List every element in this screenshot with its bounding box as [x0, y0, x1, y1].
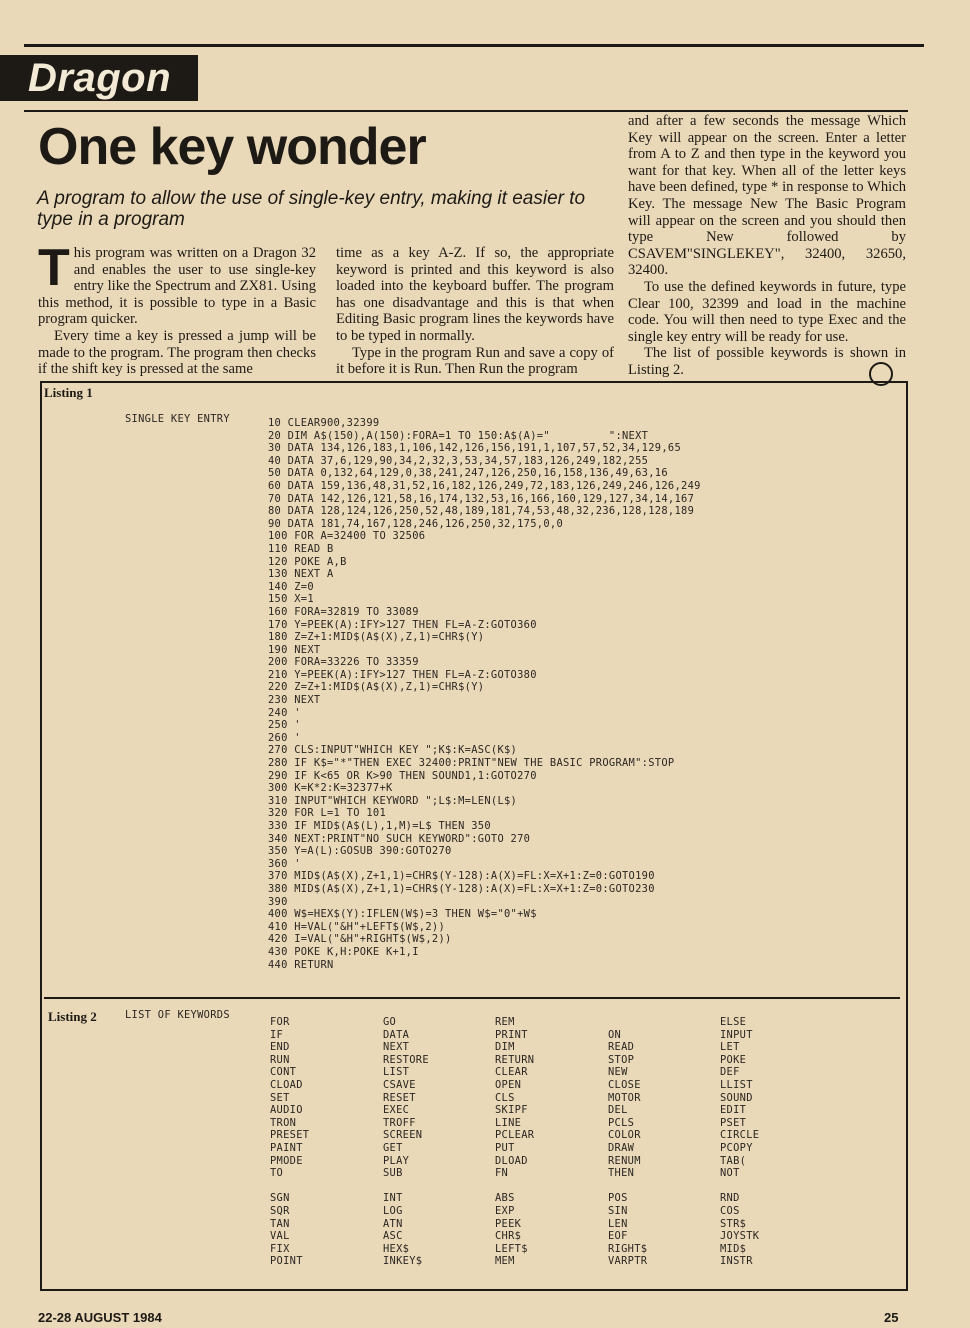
code-line: 360 '	[268, 857, 301, 870]
keyword: PEEK	[495, 1217, 522, 1230]
keyword: RUN	[270, 1053, 290, 1066]
keyword: PSET	[720, 1116, 747, 1129]
keyword: HEX$	[383, 1242, 410, 1255]
code-line: 340 NEXT:PRINT"NO SUCH KEYWORD":GOTO 270	[268, 832, 531, 845]
keyword: INPUT	[720, 1028, 753, 1041]
standfirst: A program to allow the use of single-key entry, making it easier to type in a program	[37, 188, 586, 230]
keyword: SKIPF	[495, 1104, 528, 1117]
keyword: TO	[270, 1167, 284, 1180]
keyword: VAL	[270, 1230, 290, 1243]
keyword: TAN	[270, 1217, 290, 1230]
keyword: STR$	[720, 1217, 747, 1230]
keyword: THEN	[608, 1167, 635, 1180]
code-line: 30 DATA 134,126,183,1,106,142,126,156,191,1,107,57,52,34,129,65	[268, 442, 682, 455]
keyword: SOUND	[720, 1091, 753, 1104]
keyword: CIRCLE	[720, 1129, 760, 1142]
keyword: LET	[720, 1041, 740, 1054]
keyword: SCREEN	[383, 1129, 423, 1142]
keyword: LINE	[495, 1116, 522, 1129]
keyword: CLS	[495, 1091, 515, 1104]
paragraph-3-continued: and after a few seconds the message Which Key will appear on the screen. Enter a letter from A to Z and then type in the keyword you want for that key. When all of the letter keys have been defined, type * in response to Which Key. The message New The Basic Program will appear on the screen and you should then type New followed by CSAVEM"SINGLEKEY", 32400, 32650, 32400.	[628, 113, 906, 279]
keyword: PRESET	[270, 1129, 310, 1142]
article-title: One key wonder	[38, 118, 426, 176]
code-line: 90 DATA 181,74,167,128,246,126,250,32,175,0,0	[268, 517, 564, 530]
keyword: POKE	[720, 1053, 747, 1066]
keyword: EXP	[495, 1204, 515, 1217]
code-line: 160 FORA=32819 TO 33089	[268, 605, 419, 618]
keyword: OPEN	[495, 1078, 522, 1091]
keyword-column	[608, 1016, 647, 1268]
listing-2-title: LIST OF KEYWORDS	[125, 1009, 230, 1021]
keyword: LIST	[383, 1066, 410, 1079]
keyword: EDIT	[720, 1104, 747, 1117]
code-line: 220 Z=Z+1:MID$(A$(X),Z,1)=CHR$(Y)	[268, 681, 485, 694]
keyword: COS	[720, 1204, 740, 1217]
code-line: 100 FOR A=32400 TO 32506	[268, 530, 426, 543]
listing-2-label: Listing 2	[48, 1009, 97, 1024]
keyword: TAB(	[720, 1154, 747, 1167]
keyword: GO	[383, 1016, 397, 1028]
keyword-column	[495, 1016, 534, 1268]
keyword: DEF	[720, 1066, 740, 1079]
keyword: IF	[270, 1028, 284, 1041]
listing-1-code	[268, 417, 701, 971]
keyword: ATN	[383, 1217, 403, 1230]
code-line: 280 IF K$="*"THEN EXEC 32400:PRINT"NEW THE BASIC PROGRAM":STOP	[268, 757, 675, 770]
keyword: FN	[495, 1167, 509, 1180]
code-line: 190 NEXT	[268, 643, 321, 656]
keyword: NOT	[720, 1167, 740, 1180]
keyword: POINT	[270, 1255, 303, 1268]
code-line: 60 DATA 159,136,48,31,52,16,182,126,249,72,183,126,249,246,126,249	[268, 479, 701, 492]
keyword-column	[383, 1016, 429, 1268]
paragraph-4: To use the defined keywords in future, type Clear 100, 32399 and load in the machine code. You will then need to type Exec and the single key entry will be ready for use.	[628, 278, 906, 345]
code-line: 270 CLS:INPUT"WHICH KEY ";K$:K=ASC(K$)	[268, 744, 518, 757]
code-line: 50 DATA 0,132,64,129,0,38,241,247,126,250,16,158,136,49,63,16	[268, 467, 668, 480]
keyword: COLOR	[608, 1129, 641, 1142]
code-line: 440 RETURN	[268, 958, 334, 971]
keyword: PCLEAR	[495, 1129, 535, 1142]
keyword: DRAW	[608, 1141, 635, 1154]
keyword: READ	[608, 1041, 635, 1054]
keyword	[608, 1016, 647, 1029]
code-line: 330 IF MID$(A$(L),1,M)=L$ THEN 350	[268, 820, 491, 832]
code-line: 10 CLEAR900,32399	[268, 417, 380, 429]
listing-divider	[44, 997, 900, 999]
keyword: CLEAR	[495, 1066, 528, 1079]
keyword: GET	[383, 1141, 403, 1154]
section-tag: Dragon	[0, 55, 198, 101]
code-line: 320 FOR L=1 TO 101	[268, 807, 387, 820]
keyword: DATA	[383, 1028, 410, 1041]
keyword: PRINT	[495, 1028, 528, 1041]
keyword: PUT	[495, 1141, 515, 1154]
keyword: AUDIO	[270, 1104, 303, 1117]
paragraph-2: Every time a key is pressed a jump will be made to the program. The program then checks if the shift key is pressed at the same	[38, 327, 316, 378]
code-line: 200 FORA=33226 TO 33359	[268, 656, 419, 669]
keyword: POS	[608, 1192, 628, 1205]
keyword: INKEY$	[383, 1255, 423, 1268]
keyword: SQR	[270, 1204, 290, 1217]
keyword: ON	[608, 1028, 622, 1041]
keyword: PAINT	[270, 1141, 303, 1154]
listing-1-label: Listing 1	[44, 385, 93, 400]
keyword	[720, 1180, 759, 1193]
keyword: CLOAD	[270, 1078, 303, 1091]
keyword: CLOSE	[608, 1078, 641, 1091]
keyword: MEM	[495, 1255, 515, 1268]
code-line: 170 Y=PEEK(A):IFY>127 THEN FL=A-Z:GOTO360	[268, 618, 537, 631]
code-line: 140 Z=0	[268, 580, 314, 593]
keyword-column	[270, 1016, 309, 1268]
keyword: MID$	[720, 1242, 747, 1255]
keyword: CONT	[270, 1066, 297, 1079]
code-line: 310 INPUT"WHICH KEYWORD ";L$:M=LEN(L$)	[268, 794, 518, 807]
code-line: 250 '	[268, 719, 301, 732]
keyword: LLIST	[720, 1078, 753, 1091]
keyword: RETURN	[495, 1053, 535, 1066]
keyword: ELSE	[720, 1016, 747, 1028]
code-line: 150 X=1	[268, 593, 314, 606]
keyword: STOP	[608, 1053, 635, 1066]
code-line: 350 Y=A(L):GOSUB 390:GOTO270	[268, 845, 452, 858]
code-line: 230 NEXT	[268, 694, 321, 707]
keyword: SET	[270, 1091, 290, 1104]
keyword: RENUM	[608, 1154, 641, 1167]
code-line: 210 Y=PEEK(A):IFY>127 THEN FL=A-Z:GOTO380	[268, 668, 537, 681]
keyword: ABS	[495, 1192, 515, 1205]
keyword	[383, 1180, 429, 1193]
issue-date: 22-28 AUGUST 1984	[38, 1310, 162, 1325]
keyword: VARPTR	[608, 1255, 648, 1268]
code-line: 80 DATA 128,124,126,250,52,48,189,181,74,53,48,32,236,128,128,189	[268, 505, 695, 518]
code-line: 240 '	[268, 706, 301, 719]
keyword: PCLS	[608, 1116, 635, 1129]
code-line: 260 '	[268, 731, 301, 744]
code-line: 180 Z=Z+1:MID$(A$(X),Z,1)=CHR$(Y)	[268, 631, 485, 644]
keyword: TROFF	[383, 1116, 416, 1129]
keyword: DIM	[495, 1041, 515, 1054]
keyword: RND	[720, 1192, 740, 1205]
code-line: 420 I=VAL("&H"+RIGHT$(W$,2))	[268, 933, 452, 946]
code-line: 40 DATA 37,6,129,90,34,2,32,3,53,34,57,183,126,249,182,255	[268, 454, 649, 467]
keyword: SIN	[608, 1204, 628, 1217]
keyword: RESTORE	[383, 1053, 429, 1066]
code-line: 290 IF K<65 OR K>90 THEN SOUND1,1:GOTO270	[268, 769, 537, 782]
paragraph-3: Type in the program Run and save a copy of it before it is Run. Then Run the program	[336, 344, 614, 378]
keyword: SUB	[383, 1167, 403, 1180]
keyword: LEN	[608, 1217, 628, 1230]
code-line: 410 H=VAL("&H"+LEFT$(W$,2))	[268, 920, 446, 933]
code-line: 370 MID$(A$(X),Z+1,1)=CHR$(Y-128):A(X)=FL:X=X+1:Z=0:GOTO190	[268, 870, 655, 883]
keyword	[270, 1180, 309, 1193]
paragraph-1: This program was written on a Dragon 32 and enables the user to use single-key entry like the Spectrum and ZX81. Using this method, it is possible to type in a Basic program quicker.	[38, 239, 316, 328]
paragraph-5: The list of possible keywords is shown in Listing 2.	[628, 345, 906, 378]
page-number: 25	[884, 1310, 899, 1325]
code-line: 400 W$=HEX$(Y):IFLEN(W$)=3 THEN W$="0"+W$	[268, 908, 537, 921]
column-2	[336, 245, 614, 378]
code-line: 390	[268, 895, 288, 908]
keyword	[495, 1180, 534, 1193]
code-line: 120 POKE A,B	[268, 555, 347, 568]
keyword: NEW	[608, 1066, 628, 1079]
code-line: 300 K=K*2:K=32377+K	[268, 782, 393, 795]
keyword: JOYSTK	[720, 1230, 760, 1243]
keyword: RESET	[383, 1091, 416, 1104]
column-1	[38, 239, 316, 378]
header-rule	[24, 110, 908, 112]
keyword: CSAVE	[383, 1078, 416, 1091]
code-line: 110 READ B	[268, 542, 334, 555]
keyword: CHR$	[495, 1230, 522, 1243]
keyword: INT	[383, 1192, 403, 1205]
keyword: EOF	[608, 1230, 628, 1243]
keyword-column	[720, 1016, 759, 1268]
keyword: PCOPY	[720, 1141, 753, 1154]
code-line: 430 POKE K,H:POKE K+1,I	[268, 945, 419, 958]
top-rule	[24, 44, 924, 47]
keyword: DEL	[608, 1104, 628, 1117]
paragraph-2-continued: time as a key A-Z. If so, the appropriate keyword is printed and this keyword is also loaded into the keyboard buffer. The program has one disadvantage and this is that when Editing Basic program lines the keywords have to be typed in normally.	[336, 245, 614, 344]
code-line: 130 NEXT A	[268, 568, 334, 581]
keyword: TRON	[270, 1116, 297, 1129]
keyword: LOG	[383, 1204, 403, 1217]
keyword: EXEC	[383, 1104, 410, 1117]
keyword: FIX	[270, 1242, 290, 1255]
code-line: 380 MID$(A$(X),Z+1,1)=CHR$(Y-128):A(X)=FL:X=X+1:Z=0:GOTO230	[268, 882, 655, 895]
listing-1-title: SINGLE KEY ENTRY	[125, 413, 230, 425]
keyword: LEFT$	[495, 1242, 528, 1255]
keyword: END	[270, 1041, 290, 1054]
code-line: 70 DATA 142,126,121,58,16,174,132,53,16,166,160,129,127,34,14,167	[268, 492, 695, 505]
keyword: RIGHT$	[608, 1242, 648, 1255]
code-line: 20 DIM A$(150),A(150):FORA=1 TO 150:A$(A)=" ":NEXT	[268, 429, 649, 442]
keyword: NEXT	[383, 1041, 410, 1054]
keyword: FOR	[270, 1016, 290, 1028]
keyword: PLAY	[383, 1154, 410, 1167]
keyword	[608, 1180, 647, 1193]
keyword: REM	[495, 1016, 515, 1028]
keyword: ASC	[383, 1230, 403, 1243]
keyword: SGN	[270, 1192, 290, 1205]
keyword: INSTR	[720, 1255, 753, 1268]
keyword: MOTOR	[608, 1091, 641, 1104]
keyword: DLOAD	[495, 1154, 528, 1167]
column-3	[628, 113, 906, 379]
drop-cap: T	[38, 239, 70, 297]
keyword: PMODE	[270, 1154, 303, 1167]
